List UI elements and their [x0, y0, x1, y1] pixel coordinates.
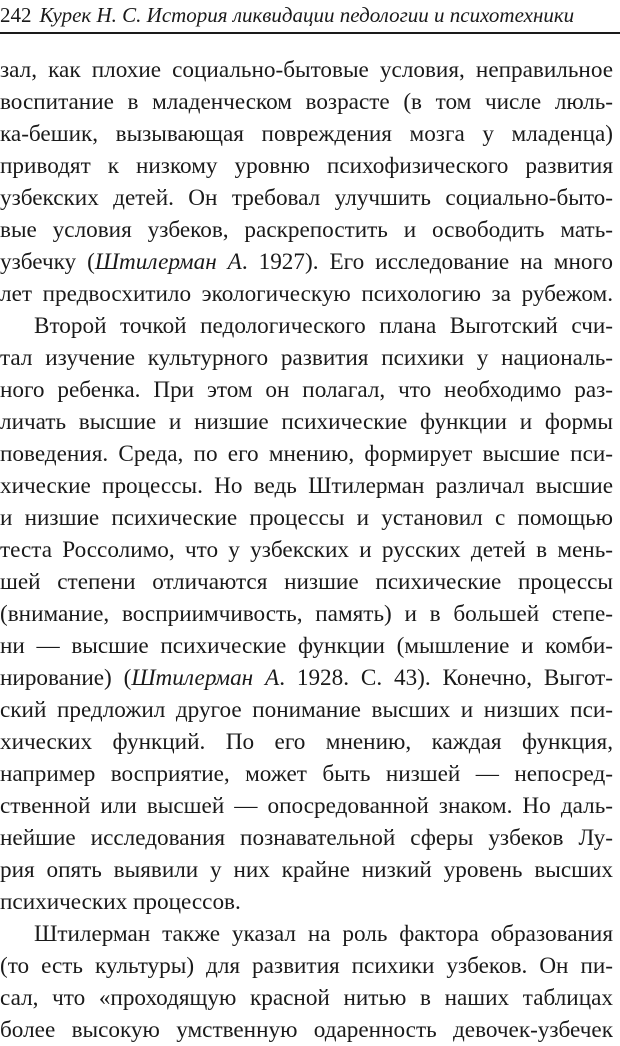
text-line: зал, как плохие социально-бытовые условия, неправильное: [0, 57, 613, 83]
text-line: тал изучение культурного развития психики у националь-: [0, 345, 613, 371]
text-line: приводят к низкому уровню психофизического развития: [0, 153, 613, 179]
text-line: теста Россолимо, что у узбекских и русских детей в мень-: [0, 537, 613, 563]
citation-author: Штилерман А: [131, 665, 280, 691]
running-header: [0, 2, 620, 32]
text-line: например восприятие, может быть низшей — непосред-: [0, 761, 613, 787]
page-number: 242: [0, 3, 32, 27]
text-line: рия опять выявили у них крайне низкий уровень высших: [0, 857, 613, 883]
citation-author: Штилерман А: [94, 249, 242, 275]
text-line: узбекских детей. Он требовал улучшить социально-быто-: [0, 185, 613, 211]
text-line: психических процессов.: [0, 889, 241, 915]
text-line: Штилерман также указал на роль фактора образования: [34, 921, 613, 947]
text-line: воспитание в младенческом возрасте (в том числе люль-: [0, 89, 613, 115]
text-line: ский предложил другое понимание высших и низших пси-: [0, 697, 613, 723]
text-line: более высокую умственную одаренность девочек-узбечек: [0, 1017, 613, 1043]
text-line: лет предвосхитило экологическую психологию за рубежом.: [0, 281, 613, 307]
text-line: (внимание, восприимчивость, память) и в большей степе-: [0, 601, 613, 627]
text-line: хические процессы. Но ведь Штилерман различал высшие: [0, 473, 613, 499]
text-line: шей степени отличаются низшие психические процессы: [0, 569, 613, 595]
text-line: (то есть культуры) для развития психики узбеков. Он пи-: [0, 953, 613, 979]
text-line: сал, что «проходящую красной нитью в наших таблицах: [0, 985, 613, 1011]
text-line: ного ребенка. При этом он полагал, что необходимо раз-: [0, 377, 613, 403]
text-line: и низшие психические процессы и установил с помощью: [0, 505, 613, 531]
text-line: вые условия узбеков, раскрепостить и освободить мать-: [0, 217, 613, 243]
text-line: ни — высшие психические функции (мышление и комби-: [0, 633, 613, 659]
text-line: хических функций. По его мнению, каждая функция,: [0, 729, 613, 755]
running-title: Курек Н. С. История ликвидации педологии и психотехники: [39, 3, 575, 27]
text-line: нейшие исследования познавательной сферы узбеков Лу-: [0, 825, 613, 851]
header-rule: [0, 32, 620, 34]
text-line: поведения. Среда, по его мнению, формирует высшие пси-: [0, 441, 613, 467]
text-line: личать высшие и низшие психические функции и формы: [0, 409, 613, 435]
text-line: узбечку (Штилерман А. 1927). Его исследование на много: [0, 249, 613, 275]
text-line: Второй точкой педологического плана Выготский счи-: [34, 313, 613, 339]
text-line: нирование) (Штилерман А. 1928. С. 43). Конечно, Выгот-: [0, 665, 613, 691]
text-line: ка-бешик, вызывающая повреждения мозга у младенца): [0, 121, 613, 147]
text-line: ственной или высшей — опосредованной знаком. Но даль-: [0, 793, 613, 819]
